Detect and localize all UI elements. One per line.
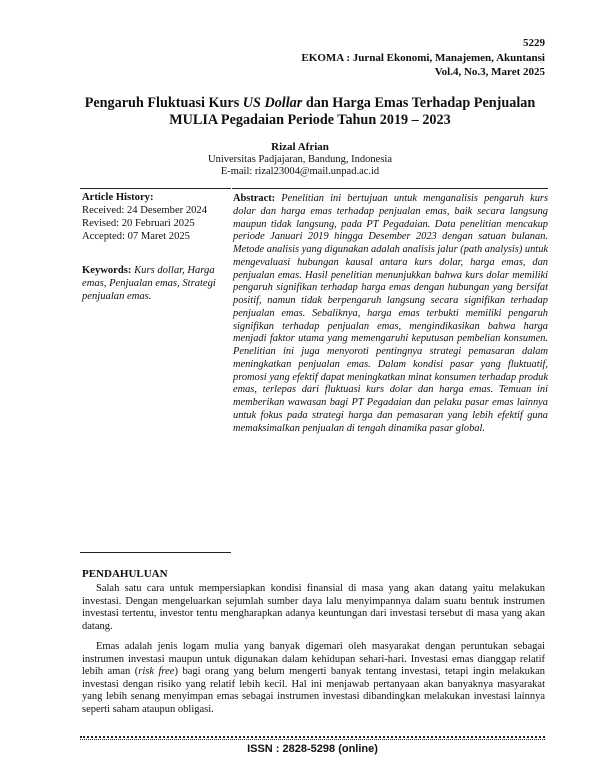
abstract bbox=[233, 193, 548, 435]
article-title bbox=[70, 95, 550, 129]
issn: ISSN : 2828-5298 (online) bbox=[247, 743, 378, 755]
paragraph-2-italic: risk free bbox=[138, 666, 175, 678]
footer-divider-2 bbox=[80, 739, 545, 740]
paragraph-2 bbox=[82, 641, 545, 717]
page-number: 5229 bbox=[523, 37, 545, 49]
author-name: Rizal Afrian bbox=[271, 141, 329, 153]
paragraph-2-part-b: ) bagi orang yang belum mengerti banyak tentang investasi, tetapi ingin melakukan investasi dengan risiko yang relatif lebih kecil. Hal ini menjawab pertanyaan akan banyaknya masyarakat yang lebih senang menyimpan emas sebagai instrumen investasi dibandingkan melakukan investasi lainnya seperti saham ataupun obligasi. bbox=[82, 666, 546, 715]
journal-volume: Vol.4, No.3, Maret 2025 bbox=[434, 66, 545, 78]
paragraph-1: Salah satu cara untuk mempersiapkan kondisi finansial di masa yang akan datang yaitu melakukan investasi. Dengan mengeluarkan sejumlah sumber daya lalu menyimpannya dalam suatu bentuk instrumen investasi tertentu, investor tentu mengharapkan adanya keuntungan dari investasi tersebut di masa yang akan datang. bbox=[82, 583, 545, 632]
author-email: E-mail: rizal23004@mail.unpad.ac.id bbox=[220, 166, 380, 177]
title-italic: US Dollar bbox=[242, 95, 303, 111]
history-revised: Revised: 20 Februari 2025 bbox=[82, 218, 195, 229]
author-block bbox=[55, 141, 545, 179]
divider-left-top bbox=[80, 188, 231, 189]
section-heading: PENDAHULUAN bbox=[82, 568, 168, 580]
history-heading: Article History: bbox=[82, 192, 154, 203]
journal-header bbox=[301, 51, 545, 79]
divider-right-top bbox=[232, 188, 548, 189]
article-info bbox=[82, 191, 232, 303]
history-accepted: Accepted: 07 Maret 2025 bbox=[82, 231, 190, 242]
keywords bbox=[82, 264, 232, 303]
paragraph-2-part-a: Emas adalah jenis logam mulia yang banyak digemari oleh masyarakat dengan peruntukan sebagai instrumen investasi maupun untuk digunakan dalam kehidupan sehari-hari. Investasi emas dianggap relatif lebih aman ( bbox=[82, 641, 545, 678]
history-received: Received: 24 Desember 2024 bbox=[82, 205, 208, 216]
keywords-text: Kurs dollar, Harga emas, Penjualan emas, Strategi penjualan emas. bbox=[82, 265, 216, 302]
abstract-text: Penelitian ini bertujuan untuk menganalisis pengaruh kurs dolar dan harga emas terhadap penjualan emas, baik secara langsung maupun tidak langsung, pada PT Pegadaian. Data penelitian mencakup periode Januari 2019 hingga Desember 2023 dengan satuan bulanan. Metode analisis yang digunakan adalah analisis jalur (path analysis) untuk mengevaluasi hubungan kausal antara kurs dolar, harga emas, dan penjualan emas. Hasil penelitian menunjukkan bahwa kurs dolar memiliki pengaruh signifikan terhadap harga emas dengan hubungan yang bersifat positif, namun tidak berpengaruh langsung secara signifikan terhadap penjualan emas. Sebaliknya, harga emas terbukti memiliki pengaruh signifikan terhadap penjualan emas, mengindikasikan bahwa harga menjadi faktor utama yang memengaruhi keputusan pembelian konsumen. Penelitian ini juga menyoroti pentingnya strategi pemasaran dalam meningkatkan penjualan emas. Dalam kondisi pasar yang fluktuatif, promosi yang efektif dapat meningkatkan minat konsumen terhadap produk emas, terlepas dari fluktuasi kurs dolar dan harga emas. Temuan ini memberikan wawasan bagi PT Pegadaian dan pelaku pasar emas lainnya untuk fokus pada strategi harga dan pemasaran yang lebih efektif guna memaksimalkan penjualan di tengah dinamika pasar global. bbox=[233, 193, 548, 434]
abstract-label: Abstract: bbox=[233, 193, 276, 204]
title-part-1: Pengaruh Fluktuasi Kurs bbox=[84, 95, 243, 111]
author-affiliation: Universitas Padjajaran, Bandung, Indonesia bbox=[208, 153, 392, 165]
title-part-2: dan Harga Emas Terhadap Penjualan MULIA Pegadaian Periode Tahun 2019 – 2023 bbox=[169, 95, 536, 128]
journal-name: EKOMA : Jurnal Ekonomi, Manajemen, Akuntansi bbox=[301, 52, 545, 64]
footer-divider bbox=[80, 736, 545, 738]
keywords-label: Keywords: bbox=[82, 265, 132, 276]
divider-left-bottom bbox=[80, 552, 231, 553]
